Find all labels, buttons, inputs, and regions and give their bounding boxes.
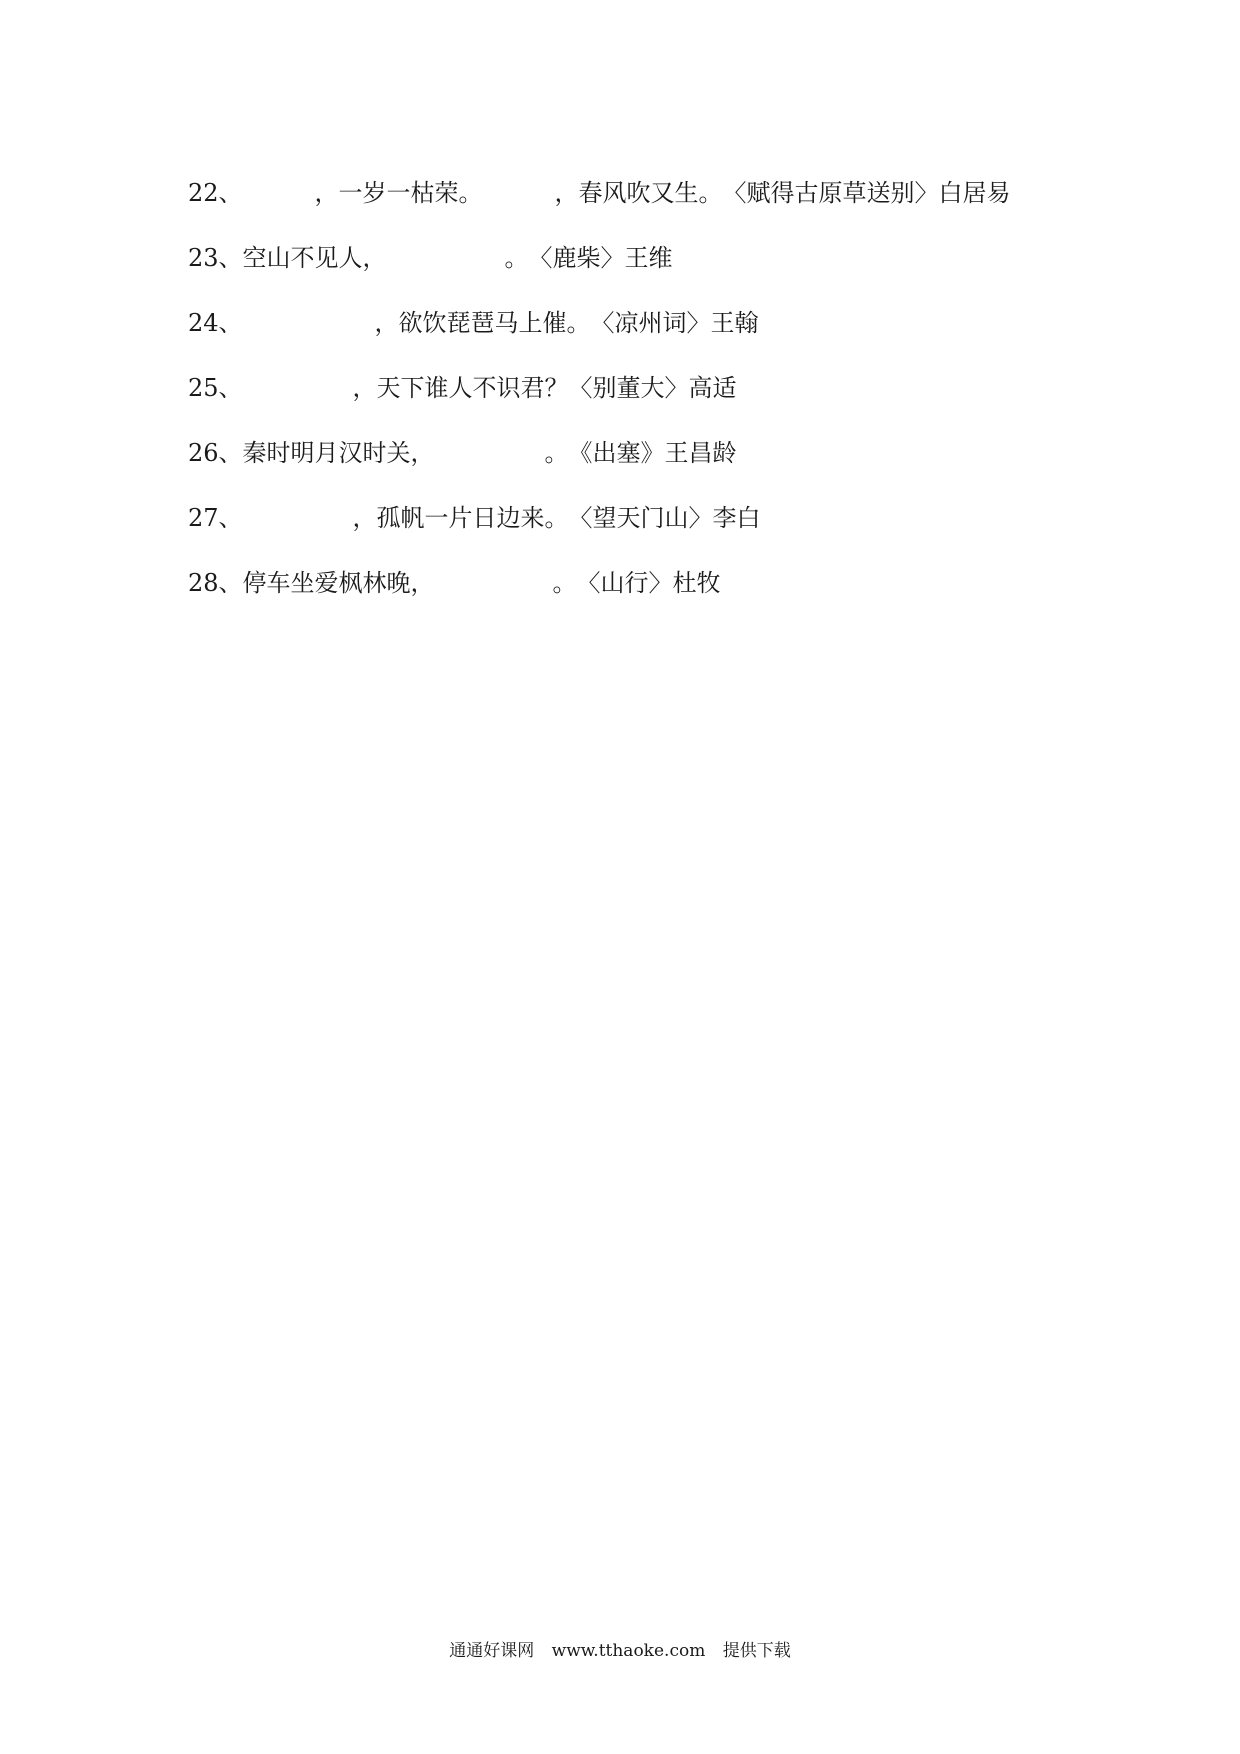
question-text: ，春风吹又生。 (554, 178, 723, 207)
poem-source: 〈赋得古原草送别〉白居易 (722, 178, 1011, 207)
poem-source: 〈别董大〉高适 (568, 373, 737, 402)
question-number: 23、 (188, 243, 243, 272)
question-text: ，天下谁人不识君？ (352, 373, 569, 402)
question-text: ，欲饮琵琶马上催。 (374, 308, 591, 337)
page-footer (0, 1636, 1240, 1661)
question-list (188, 160, 1148, 615)
question-number: 27、 (188, 503, 243, 532)
footer-url[interactable]: www.tthaoke.com (551, 1641, 706, 1661)
footer-site-name: 通通好课网 (449, 1641, 535, 1661)
question-27 (188, 485, 1148, 550)
question-number: 25、 (188, 373, 243, 402)
question-text: 。 (544, 438, 569, 467)
question-text: 空山不见人， (242, 243, 387, 272)
question-25 (188, 355, 1148, 420)
poem-source: 〈凉州词〉王翰 (590, 308, 759, 337)
question-22 (188, 160, 1148, 225)
question-24 (188, 290, 1148, 355)
question-text: ，一岁一枯荣。 (314, 178, 483, 207)
question-number: 26、 (188, 438, 243, 467)
question-text: 秦时明月汉时关， (242, 438, 435, 467)
poem-source: 〈山行〉杜牧 (576, 568, 721, 597)
poem-source: 《出塞》王昌龄 (568, 438, 737, 467)
question-text: ，孤帆一片日边来。 (352, 503, 569, 532)
question-26 (188, 420, 1148, 485)
question-number: 28、 (188, 568, 243, 597)
question-28 (188, 550, 1148, 615)
poem-source: 〈望天门山〉李白 (568, 503, 761, 532)
question-23 (188, 225, 1148, 290)
question-number: 24、 (188, 308, 243, 337)
question-text: 。 (504, 243, 529, 272)
footer-action: 提供下载 (722, 1641, 791, 1661)
poem-source: 〈鹿柴〉王维 (528, 243, 673, 272)
question-text: 。 (552, 568, 577, 597)
question-number: 22、 (188, 178, 243, 207)
question-text: 停车坐爱枫林晚， (242, 568, 435, 597)
